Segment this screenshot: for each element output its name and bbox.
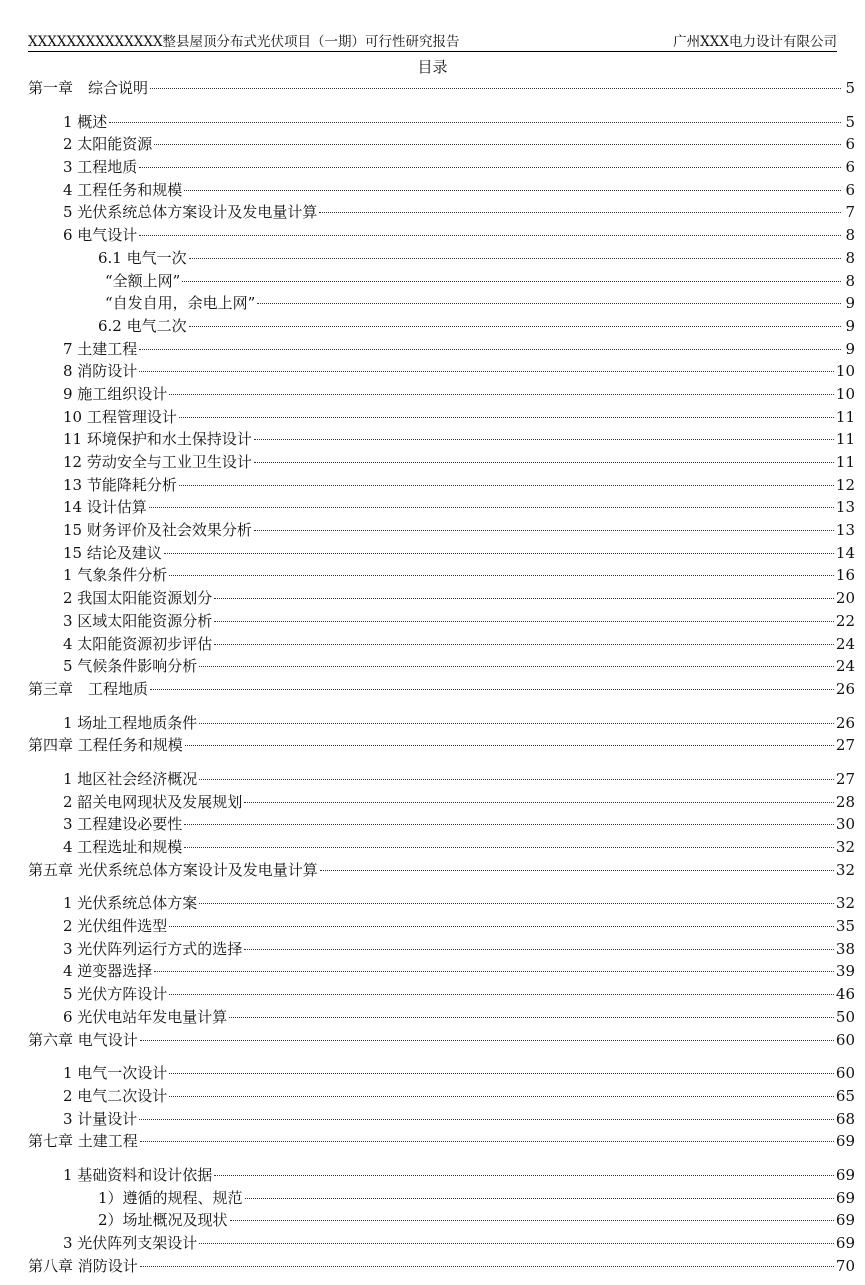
toc-chapter-entry[interactable] (28, 1255, 855, 1278)
toc-page-number: 65 (835, 1086, 855, 1105)
toc-dot-leader (199, 1243, 834, 1244)
toc-entry-label: 1 电气一次设计 (63, 1064, 168, 1083)
toc-entry-label: “全额上网” (105, 271, 181, 290)
toc-section-entry[interactable] (28, 451, 855, 474)
toc-entry-label: 2 太阳能资源 (63, 135, 153, 154)
toc-page-number: 6 (845, 135, 855, 154)
toc-section-entry[interactable] (28, 542, 855, 565)
header-rule (28, 51, 837, 52)
toc-entry-label: 3 光伏阵列运行方式的选择 (63, 939, 243, 958)
toc-chapter-entry[interactable] (28, 678, 855, 701)
toc-section-entry[interactable] (28, 315, 855, 338)
toc-entry-label: 15 财务评价及社会效果分析 (63, 521, 252, 540)
toc-dot-leader (214, 621, 834, 622)
toc-entry-label: 2 韶关电网现状及发展规划 (63, 792, 243, 811)
toc-entry-label: 第五章 光伏系统总体方案设计及发电量计算 (28, 860, 318, 879)
toc-dot-leader (139, 349, 841, 350)
toc-dot-leader (189, 258, 841, 259)
toc-entry-label: 3 工程建设必要性 (63, 815, 183, 834)
toc-section-entry[interactable] (28, 983, 855, 1006)
toc-dot-leader (254, 530, 834, 531)
toc-dot-leader (214, 644, 834, 645)
toc-entry-label: 1 地区社会经济概况 (63, 769, 198, 788)
page-header (28, 28, 837, 50)
toc-page-number: 46 (835, 985, 855, 1004)
toc-section-entry[interactable] (28, 179, 855, 202)
toc-chapter-entry[interactable] (28, 1130, 855, 1153)
toc-page-number: 26 (835, 679, 855, 698)
toc-page-number: 28 (835, 792, 855, 811)
toc-page-number: 11 (835, 430, 855, 449)
toc-page-number: 7 (845, 203, 855, 222)
toc-page-number: 6 (845, 158, 855, 177)
toc-section-entry[interactable] (28, 712, 855, 735)
header-company-name: 广州XXX电力设计有限公司 (673, 34, 837, 50)
toc-section-entry[interactable] (28, 1232, 855, 1255)
toc-dot-leader (169, 994, 834, 995)
toc-dot-leader (184, 824, 834, 825)
toc-page-number: 12 (835, 475, 855, 494)
toc-dot-leader (245, 1198, 834, 1199)
toc-spacer (28, 100, 855, 111)
toc-section-entry[interactable] (28, 791, 855, 814)
toc-section-entry[interactable] (28, 428, 855, 451)
toc-entry-label: 1 气象条件分析 (63, 566, 168, 585)
toc-page-number: 10 (835, 362, 855, 381)
toc-section-entry[interactable] (28, 655, 855, 678)
toc-entry-label: 2 光伏组件选型 (63, 917, 168, 936)
toc-dot-leader (244, 949, 834, 950)
toc-dot-leader (140, 1040, 834, 1041)
toc-section-entry[interactable] (28, 633, 855, 656)
toc-entry-label: 8 消防设计 (63, 362, 138, 381)
toc-entry-label: 第八章 消防设计 (28, 1256, 138, 1275)
toc-dot-leader (139, 235, 841, 236)
toc-page-number: 69 (835, 1188, 855, 1207)
toc-page-number: 27 (835, 736, 855, 755)
toc-page-number: 30 (835, 815, 855, 834)
toc-chapter-entry[interactable] (28, 77, 855, 100)
toc-page-number: 60 (835, 1030, 855, 1049)
toc-dot-leader (154, 971, 834, 972)
toc-entry-label: 第七章 土建工程 (28, 1132, 138, 1151)
header-report-title: XXXXXXXXXXXXXX整县屋顶分布式光伏项目（一期）可行性研究报告 (28, 34, 460, 50)
toc-section-entry[interactable] (28, 224, 855, 247)
toc-section-entry[interactable] (28, 360, 855, 383)
toc-page-number: 32 (835, 894, 855, 913)
toc-section-entry[interactable] (28, 564, 855, 587)
toc-page-number: 39 (835, 962, 855, 981)
toc-entry-label: 9 施工组织设计 (63, 384, 168, 403)
toc-entry-label: 3 计量设计 (63, 1109, 138, 1128)
toc-dot-leader (139, 1119, 834, 1120)
toc-page-number: 35 (835, 917, 855, 936)
toc-entry-label: 5 光伏系统总体方案设计及发电量计算 (63, 203, 318, 222)
toc-page-number: 10 (835, 384, 855, 403)
toc-page-number: 13 (835, 521, 855, 540)
toc-entry-label: 5 光伏方阵设计 (63, 985, 168, 1004)
toc-section-entry[interactable] (28, 938, 855, 961)
toc-dot-leader (199, 666, 834, 667)
toc-section-entry[interactable] (28, 1062, 855, 1085)
toc-dot-leader (320, 870, 834, 871)
toc-entry-label: 10 工程管理设计 (63, 407, 177, 426)
toc-dot-leader (199, 903, 834, 904)
toc-section-entry[interactable] (28, 133, 855, 156)
toc-dot-leader (184, 190, 841, 191)
toc-dot-leader (139, 371, 834, 372)
toc-entry-label: 6 光伏电站年发电量计算 (63, 1007, 228, 1026)
toc-dot-leader (154, 144, 841, 145)
toc-entry-label: 13 节能降耗分析 (63, 475, 177, 494)
toc-title: 目录 (417, 58, 448, 76)
toc-section-entry[interactable] (28, 406, 855, 429)
toc-dot-leader (140, 1141, 834, 1142)
toc-page-number: 69 (835, 1211, 855, 1230)
toc-entry-label: 6.1 电气一次 (98, 248, 187, 267)
toc-page-number: 5 (845, 112, 855, 131)
toc-dot-leader (199, 779, 834, 780)
toc-entry-label: 第三章 工程地质 (28, 679, 149, 698)
toc-entry-label: 2 电气二次设计 (63, 1086, 168, 1105)
toc-section-entry[interactable] (28, 519, 855, 542)
toc-entry-label: 1 光伏系统总体方案 (63, 894, 198, 913)
toc-section-entry[interactable] (28, 156, 855, 179)
toc-entry-label: 5 气候条件影响分析 (63, 657, 198, 676)
toc-page-number: 13 (835, 498, 855, 517)
toc-entry-label: 12 劳动安全与工业卫生设计 (63, 453, 252, 471)
toc-dot-leader (169, 1096, 834, 1097)
toc-section-entry[interactable] (28, 201, 855, 224)
toc-page-number: 68 (835, 1109, 855, 1128)
toc-chapter-entry[interactable] (28, 734, 855, 757)
toc-page-number: 16 (835, 566, 855, 585)
toc-dot-leader (230, 1220, 834, 1221)
toc-section-entry[interactable] (28, 836, 855, 859)
toc-section-entry[interactable] (28, 1187, 855, 1210)
toc-page-number: 32 (835, 838, 855, 856)
toc-page-number: 50 (835, 1007, 855, 1026)
table-of-contents (28, 77, 855, 1277)
toc-dot-leader (140, 1266, 834, 1267)
toc-dot-leader (214, 1175, 834, 1176)
toc-dot-leader (214, 598, 834, 599)
toc-dot-leader (184, 847, 834, 848)
toc-dot-leader (244, 802, 834, 803)
toc-entry-label: 4 太阳能资源初步评估 (63, 634, 213, 653)
toc-dot-leader (229, 1017, 834, 1018)
toc-page-number: 9 (845, 316, 855, 335)
toc-entry-label: 1 场址工程地质条件 (63, 713, 198, 732)
toc-dot-leader (150, 689, 834, 690)
toc-section-entry[interactable] (28, 1209, 855, 1232)
toc-section-entry[interactable] (28, 338, 855, 361)
toc-section-entry[interactable] (28, 292, 855, 315)
toc-section-entry[interactable] (28, 1006, 855, 1029)
toc-entry-label: 15 结论及建议 (63, 543, 162, 562)
toc-dot-leader (185, 745, 834, 746)
toc-entry-label: 11 环境保护和水土保持设计 (63, 430, 252, 449)
toc-section-entry[interactable] (28, 915, 855, 938)
toc-page-number: 26 (835, 713, 855, 732)
toc-entry-label: 14 设计估算 (63, 498, 147, 517)
toc-entry-label: “自发自用，余电上网” (105, 294, 256, 313)
toc-entry-label: 4 工程选址和规模 (63, 838, 183, 856)
toc-entry-label: 1）遵循的规程、规范 (98, 1188, 243, 1207)
toc-entry-label: 2）场址概况及现状 (98, 1211, 228, 1230)
toc-section-entry[interactable] (28, 1164, 855, 1187)
toc-dot-leader (139, 167, 841, 168)
toc-dot-leader (254, 439, 834, 440)
toc-section-entry[interactable] (28, 960, 855, 983)
toc-entry-label: 3 区域太阳能资源分析 (63, 611, 213, 630)
toc-page-number: 20 (835, 589, 855, 608)
toc-page-number: 9 (845, 294, 855, 313)
toc-entry-label: 6 电气设计 (63, 226, 138, 245)
toc-page-number: 70 (835, 1256, 855, 1275)
toc-section-entry[interactable] (28, 270, 855, 293)
toc-page-number: 24 (835, 634, 855, 653)
toc-page-number: 8 (845, 271, 855, 290)
toc-spacer (28, 1153, 855, 1164)
toc-section-entry[interactable] (28, 383, 855, 406)
toc-dot-leader (109, 122, 841, 123)
toc-section-entry[interactable] (28, 768, 855, 791)
toc-page-number: 69 (835, 1234, 855, 1252)
toc-entry-label: 1 基础资料和设计依据 (63, 1165, 213, 1184)
toc-dot-leader (189, 326, 841, 327)
toc-page-number: 6 (845, 180, 855, 199)
toc-dot-leader (169, 926, 834, 927)
toc-page-number: 11 (835, 407, 855, 426)
toc-page-number: 24 (835, 657, 855, 676)
toc-dot-leader (179, 485, 834, 486)
toc-page-number: 8 (845, 226, 855, 245)
toc-entry-label: 4 工程任务和规模 (63, 180, 183, 199)
toc-chapter-entry[interactable] (28, 1029, 855, 1052)
toc-page-number: 60 (835, 1064, 855, 1083)
toc-spacer (28, 1051, 855, 1062)
toc-section-entry[interactable] (28, 610, 855, 633)
toc-chapter-entry[interactable] (28, 859, 855, 882)
toc-section-entry[interactable] (28, 813, 855, 836)
toc-page-number: 38 (835, 939, 855, 958)
toc-dot-leader (254, 462, 834, 463)
toc-spacer (28, 757, 855, 768)
toc-dot-leader (169, 575, 834, 576)
toc-dot-leader (169, 1073, 834, 1074)
toc-page-number: 9 (845, 339, 855, 358)
toc-page-number: 11 (835, 453, 855, 471)
toc-dot-leader (179, 417, 834, 418)
toc-page-number: 14 (835, 543, 855, 562)
toc-spacer (28, 881, 855, 892)
toc-entry-label: 第一章 综合说明 (28, 79, 149, 97)
toc-dot-leader (149, 507, 834, 508)
toc-section-entry[interactable] (28, 247, 855, 270)
toc-section-entry[interactable] (28, 1108, 855, 1131)
toc-page-number: 5 (845, 79, 855, 97)
toc-dot-leader (164, 553, 834, 554)
toc-entry-label: 3 光伏阵列支架设计 (63, 1234, 198, 1252)
toc-entry-label: 7 土建工程 (63, 339, 138, 358)
toc-section-entry[interactable] (28, 587, 855, 610)
toc-section-entry[interactable] (28, 474, 855, 497)
toc-entry-label: 4 逆变器选择 (63, 962, 153, 981)
toc-entry-label: 3 工程地质 (63, 158, 138, 177)
toc-entry-label: 第六章 电气设计 (28, 1030, 138, 1049)
toc-dot-leader (319, 212, 841, 213)
toc-dot-leader (150, 88, 841, 89)
toc-page-number: 8 (845, 248, 855, 267)
toc-dot-leader (199, 723, 834, 724)
toc-section-entry[interactable] (28, 892, 855, 915)
toc-page-number: 69 (835, 1165, 855, 1184)
toc-page-number: 27 (835, 769, 855, 788)
toc-page-number: 32 (835, 860, 855, 879)
toc-dot-leader (169, 394, 834, 395)
toc-page-number: 22 (835, 611, 855, 630)
toc-entry-label: 第四章 工程任务和规模 (28, 736, 183, 755)
toc-dot-leader (257, 303, 841, 304)
toc-entry-label: 6.2 电气二次 (98, 316, 187, 335)
toc-entry-label: 1 概述 (63, 112, 108, 131)
toc-dot-leader (182, 281, 841, 282)
toc-section-entry[interactable] (28, 1085, 855, 1108)
toc-page-number: 69 (835, 1132, 855, 1151)
toc-section-entry[interactable] (28, 496, 855, 519)
toc-entry-label: 2 我国太阳能资源划分 (63, 589, 213, 608)
toc-section-entry[interactable] (28, 111, 855, 134)
toc-spacer (28, 701, 855, 712)
